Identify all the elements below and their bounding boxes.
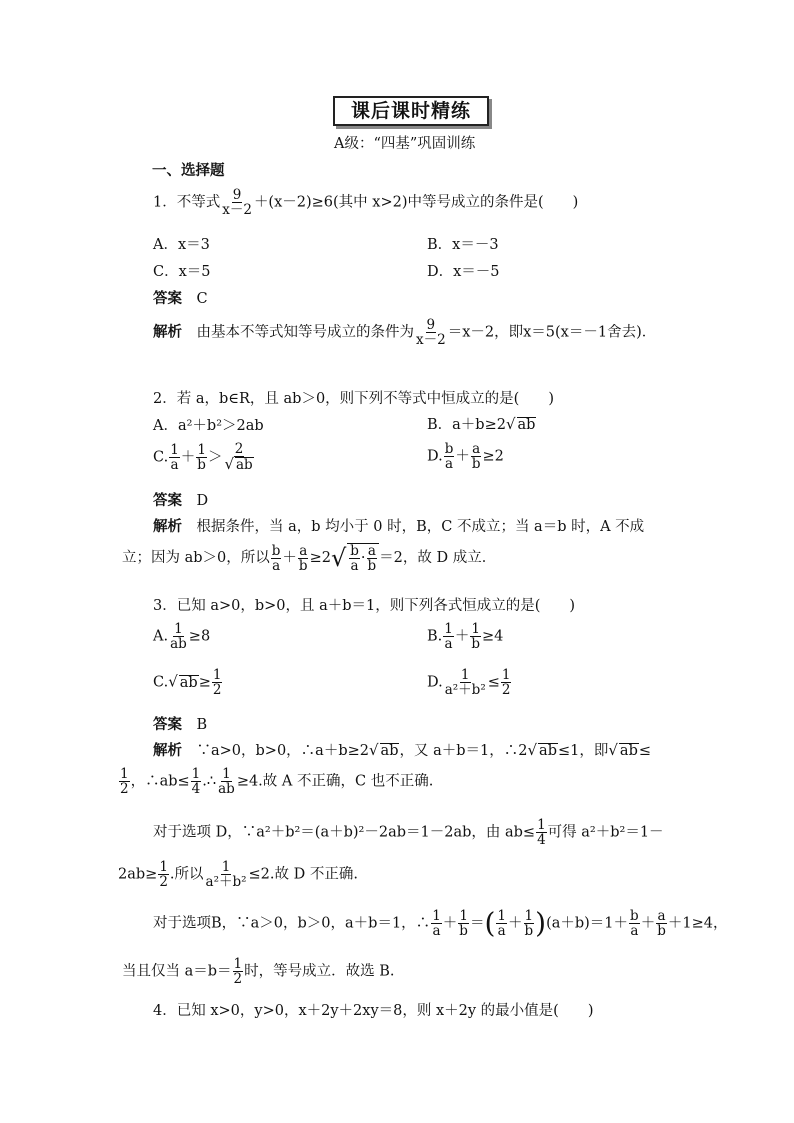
q3-option-d: D. $\frac{1}{\text{a²＋b²}}$ ≤ $\frac{1}{2}$: [427, 667, 511, 699]
q2-option-a: A．a²＋b²＞2ab: [153, 418, 264, 434]
answer-value: C: [196, 291, 208, 307]
q3-option-b: B. $\frac{1}{a}$ ＋ $\frac{1}{b}$ ≥4: [427, 621, 504, 653]
q3-analysis-line3: 对于选项 D，∵a²＋b²＝(a＋b)²－2ab＝1－2ab，由 ab≤ $\frac{1}{4}$ 可得 a²＋b²＝1－: [153, 817, 664, 849]
q2-answer: 答案 D: [153, 492, 209, 509]
analysis-label: 解析: [153, 323, 182, 341]
level-subtitle: A级：“四基”巩固训练: [334, 136, 476, 152]
q2-option-d: D. $\frac{b}{a}$ ＋ $\frac{a}{b}$ ≥2: [427, 441, 504, 473]
answer-label: 答案: [153, 290, 182, 307]
q1-option-d: D．x＝－5: [427, 264, 500, 280]
q2-option-b: B．a＋b≥2√ ab: [427, 415, 536, 433]
q2-analysis-line2: 立；因为 ab＞0，所以 $\frac{b}{a}$ ＋ $\frac{a}{b}$ ≥2√ $\frac{b}{a}$ · $\frac{a}{b}$ ＝2，故 D 成立．: [122, 542, 497, 575]
question-4-stem: 4．已知 x>0，y>0，x＋2y＋2xy＝8，则 x＋2y 的最小值是( ): [153, 1003, 594, 1019]
section-heading: 一、选择题: [152, 162, 225, 179]
q3-option-c: C.√ ab≥ $\frac{1}{2}$: [153, 667, 222, 699]
fraction: $\frac{9}{x-2}$: [222, 187, 252, 219]
q3-analysis-line4: 2ab≥ $\frac{1}{2}$ .所以 $\frac{1}{\text{a²＋b²}}$ ≤2.故 D 不正确.: [118, 859, 358, 891]
question-3-stem: 3．已知 a>0，b>0，且 a＋b＝1，则下列各式恒成立的是( ): [153, 598, 576, 614]
question-2-stem: 2．若 a，b∈R，且 ab＞0，则下列不等式中恒成立的是( ): [153, 391, 554, 407]
q1-option-c: C．x＝5: [153, 264, 211, 280]
q1-answer: [153, 292, 208, 307]
page-title: 课后课时精练: [333, 96, 489, 126]
q1-option-b: B．x＝－3: [427, 237, 499, 253]
question-1-stem: 1．不等式 $\frac{9}{x-2}$ ＋(x－2)≥6(其中 x>2)中等号成立的条件是( ): [153, 187, 579, 219]
q2-analysis-line1: 解析 根据条件，当 a，b 均小于 0 时，B，C 不成立；当 a＝b 时，A 不成: [153, 518, 645, 535]
q1-option-a: A．x＝3: [153, 237, 210, 253]
q3-analysis-line2: $\frac{1}{2}$ ，∴ab≤ $\frac{1}{4}$ .∴ $\frac{1}{ab}$ ≥4.故 A 不正确，C 也不正确.: [120, 766, 434, 798]
q2-option-c: C. $\frac{1}{a}$ ＋ $\frac{1}{b}$ ＞ $\frac{2}{√ ab}$: [153, 441, 253, 474]
q3-option-a: A. $\frac{1}{ab}$ ≥8: [153, 621, 211, 653]
q1-analysis: 解析 由基本不等式知等号成立的条件为 $\frac{9}{x-2}$ ＝x－2，即x＝5(x＝－1舍去)．: [153, 317, 657, 349]
q3-answer: 答案 B: [153, 716, 208, 733]
q3-analysis-line6: 当且仅当 a＝b＝ $\frac{1}{2}$ 时，等号成立．故选 B.: [122, 956, 395, 988]
q3-analysis-line5: 对于选项B，∵a＞0，b＞0，a＋b＝1，∴ $\frac{1}{a}$ ＋ $\frac{1}{b}$ ＝( $\frac{1}{a}$ ＋ $\frac{1}{b}$ )(a＋b)＝1＋ $\frac{b}{a}$ ＋ $\frac{a}{b}$ ＋1≥4，: [153, 906, 728, 940]
q3-analysis-line1: 解析 ∵a>0，b>0，∴a＋b≥2√ ab，又 a＋b＝1，∴2√ ab≤1，即√ ab≤: [153, 741, 652, 759]
